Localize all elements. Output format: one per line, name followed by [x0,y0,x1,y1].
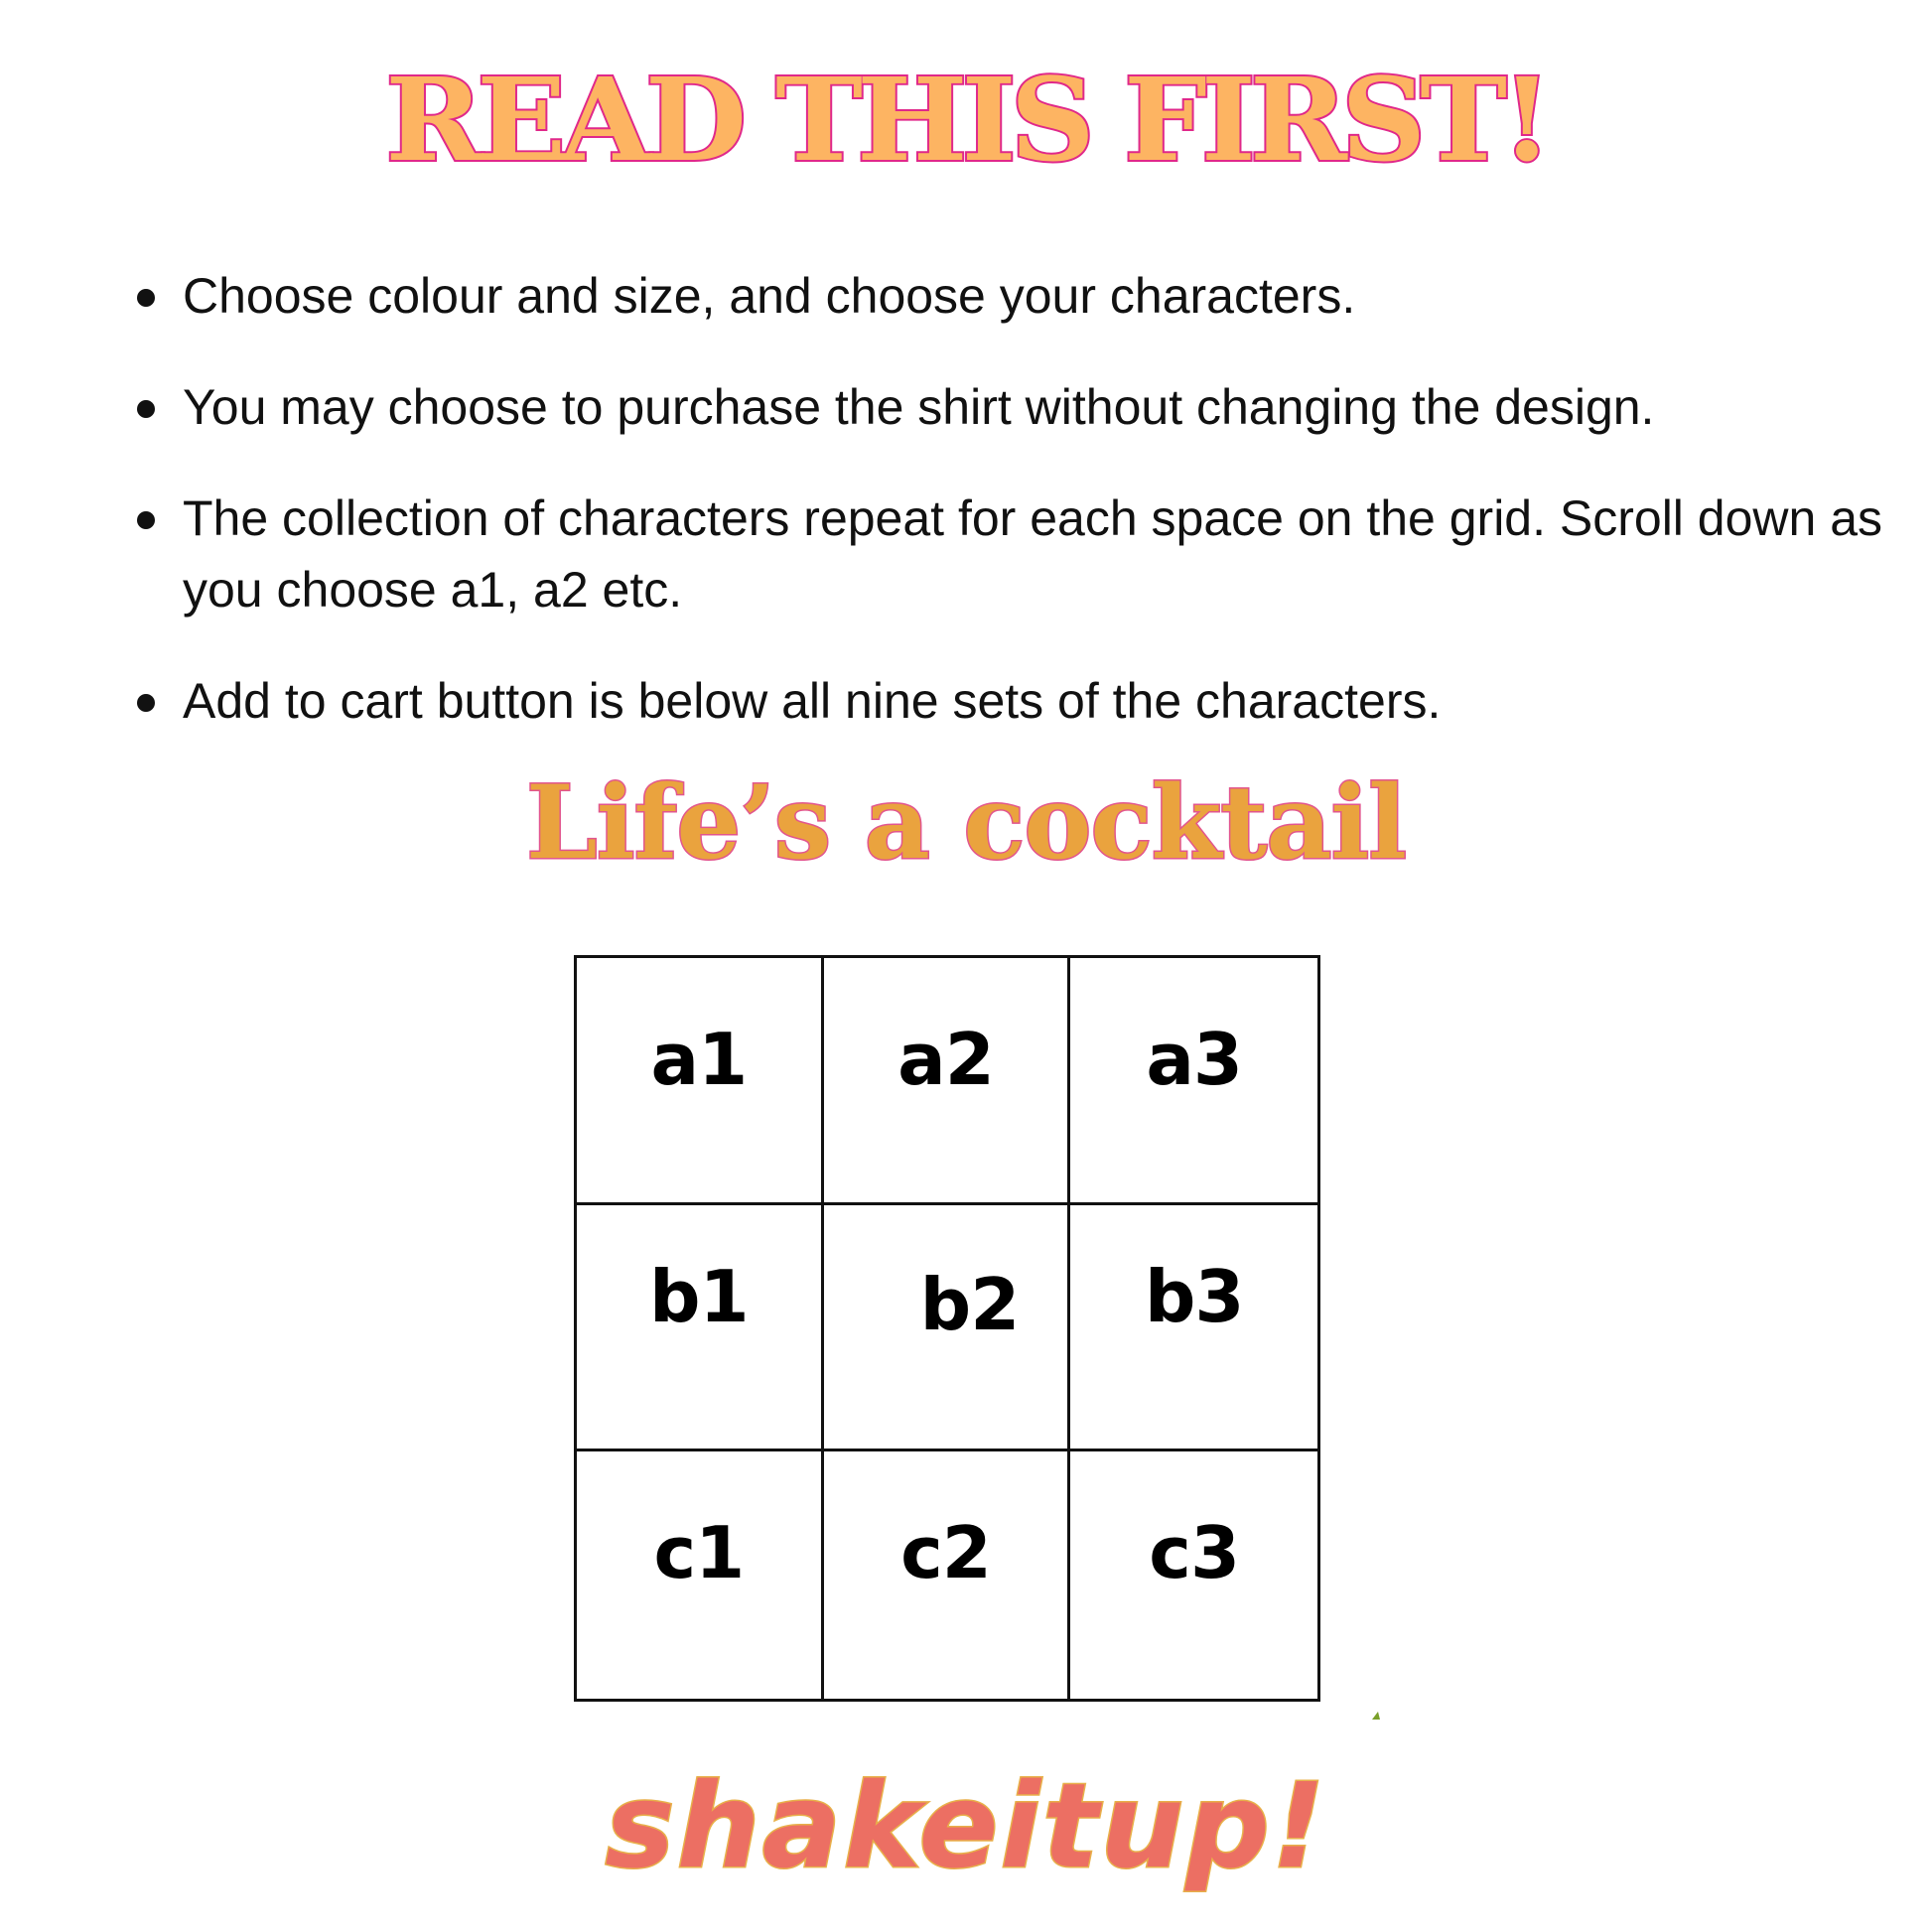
grid-cell-label: c3 [1149,1511,1240,1595]
grid-cell-a1 [577,958,824,1205]
grid-cell-c3 [1070,1451,1317,1699]
grid-cell-label: a1 [650,1018,748,1101]
instruction-text: You may choose to purchase the shirt without changing the design. [183,379,1655,435]
character-grid [574,955,1320,1702]
grid-cell-c1 [577,1451,824,1699]
grid-cell-label: c1 [653,1511,745,1595]
grid-cell-label: b1 [649,1254,749,1338]
grid-cell-b2 [824,1205,1071,1452]
page-title: READ THIS FIRST! [385,52,1547,188]
instruction-text: The collection of characters repeat for each space on the grid. Scroll down as you choose a1, a2 etc. [183,490,1883,618]
grid-cell-a3 [1070,958,1317,1205]
bullet-icon [137,694,155,712]
bullet-icon [137,289,155,307]
decorative-leaf-icon [1372,1712,1380,1720]
grid-cell-label: b2 [919,1262,1020,1346]
design-subtitle: Life’s a cocktail [526,763,1406,883]
grid-cell-label: c2 [900,1511,991,1595]
design-tagline: shakeitup! [605,1757,1327,1894]
grid-cell-label: a2 [897,1018,994,1101]
instruction-item [137,260,1914,332]
grid-cell-label: b3 [1144,1254,1244,1338]
instruction-text: Add to cart button is below all nine sets of the characters. [183,673,1442,729]
instruction-item [137,665,1914,737]
instruction-list [137,260,1914,776]
instruction-item [137,371,1914,443]
bullet-icon [137,511,155,529]
grid-cell-label: a3 [1146,1018,1242,1101]
grid-cell-a2 [824,958,1071,1205]
grid-cell-c2 [824,1451,1071,1699]
instruction-text: Choose colour and size, and choose your characters. [183,268,1356,324]
instruction-item [137,483,1914,625]
grid-cell-b1 [577,1205,824,1452]
bullet-icon [137,400,155,418]
grid-cell-b3 [1070,1205,1317,1452]
